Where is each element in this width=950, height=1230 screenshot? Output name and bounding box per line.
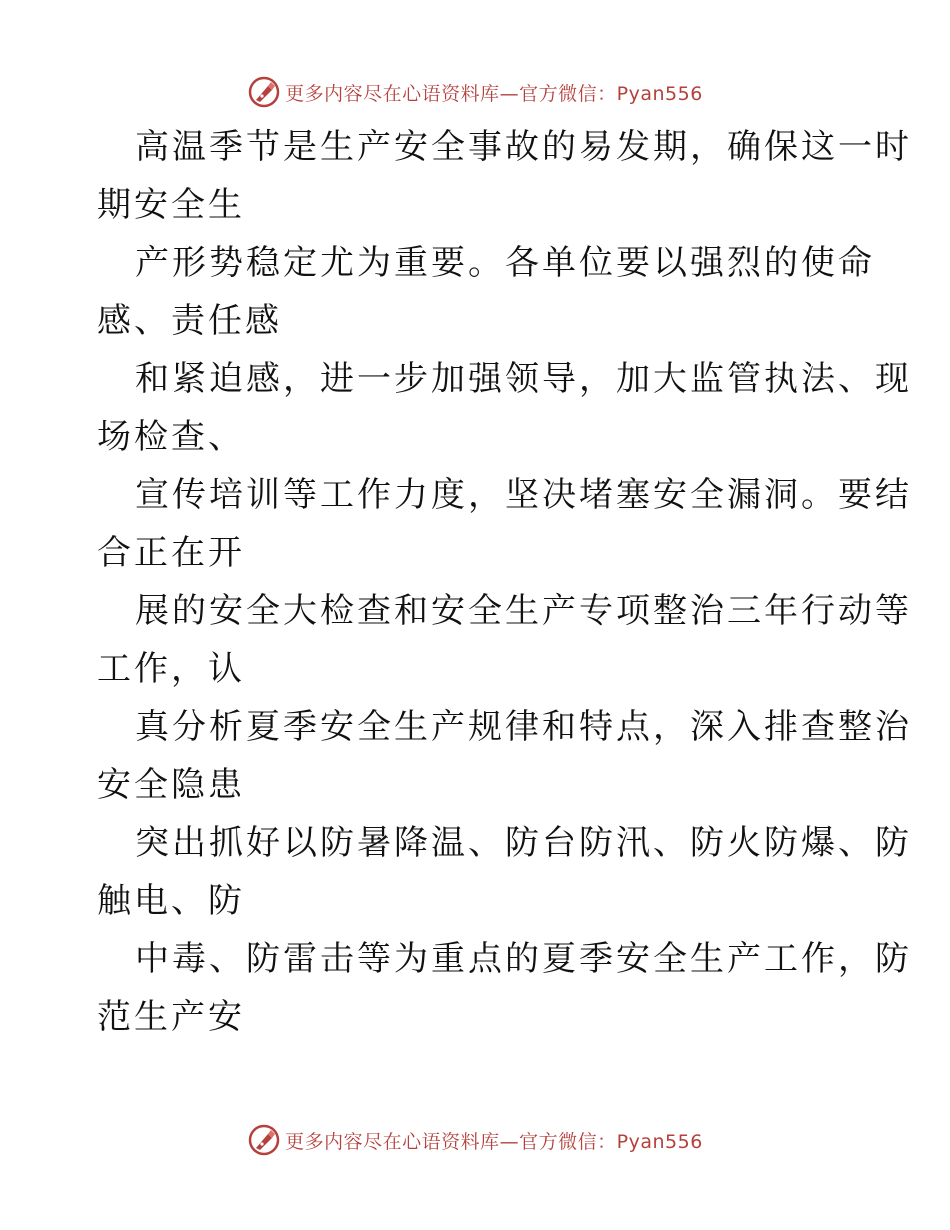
banner-text: 更多内容尽在心语资料库—官方微信：Pyan556 — [285, 1130, 703, 1153]
paragraph-line: 宣传培训等工作力度，坚决堵塞安全漏洞。要结 — [135, 475, 912, 515]
pen-nib-logo-icon — [247, 1123, 281, 1157]
paragraph — [97, 350, 912, 466]
paragraph-line: 高温季节是生产安全事故的易发期，确保这一时 — [135, 127, 912, 167]
paragraph — [97, 118, 912, 234]
paragraph-line: 安全隐患 — [97, 765, 245, 805]
paragraph — [97, 814, 912, 930]
paragraph-line: 触电、防 — [97, 881, 245, 921]
header-banner — [0, 72, 950, 112]
paragraph-line: 期安全生 — [97, 185, 245, 225]
banner-text: 更多内容尽在心语资料库—官方微信：Pyan556 — [285, 82, 703, 105]
paragraph-line: 真分析夏季安全生产规律和特点，深入排查整治 — [135, 707, 912, 747]
paragraph-line: 工作，认 — [97, 649, 245, 689]
paragraph-line: 场检查、 — [97, 417, 245, 457]
paragraph — [97, 234, 875, 350]
paragraph-line: 合正在开 — [97, 533, 245, 573]
footer-banner — [0, 1120, 950, 1160]
paragraph — [97, 466, 912, 582]
paragraph — [97, 698, 912, 814]
document-body — [97, 118, 912, 1046]
paragraph — [97, 930, 912, 1046]
paragraph-line: 中毒、防雷击等为重点的夏季安全生产工作，防 — [135, 939, 912, 979]
paragraph-line: 产形势稳定尤为重要。各单位要以强烈的使命 — [135, 243, 875, 283]
paragraph-line: 范生产安 — [97, 997, 245, 1037]
paragraph-line: 和紧迫感，进一步加强领导，加大监管执法、现 — [135, 359, 912, 399]
paragraph-line: 突出抓好以防暑降温、防台防汛、防火防爆、防 — [135, 823, 912, 863]
paragraph-line: 展的安全大检查和安全生产专项整治三年行动等 — [135, 591, 912, 631]
paragraph — [97, 582, 912, 698]
paragraph-line: 感、责任感 — [97, 301, 282, 341]
pen-nib-logo-icon — [247, 75, 281, 109]
